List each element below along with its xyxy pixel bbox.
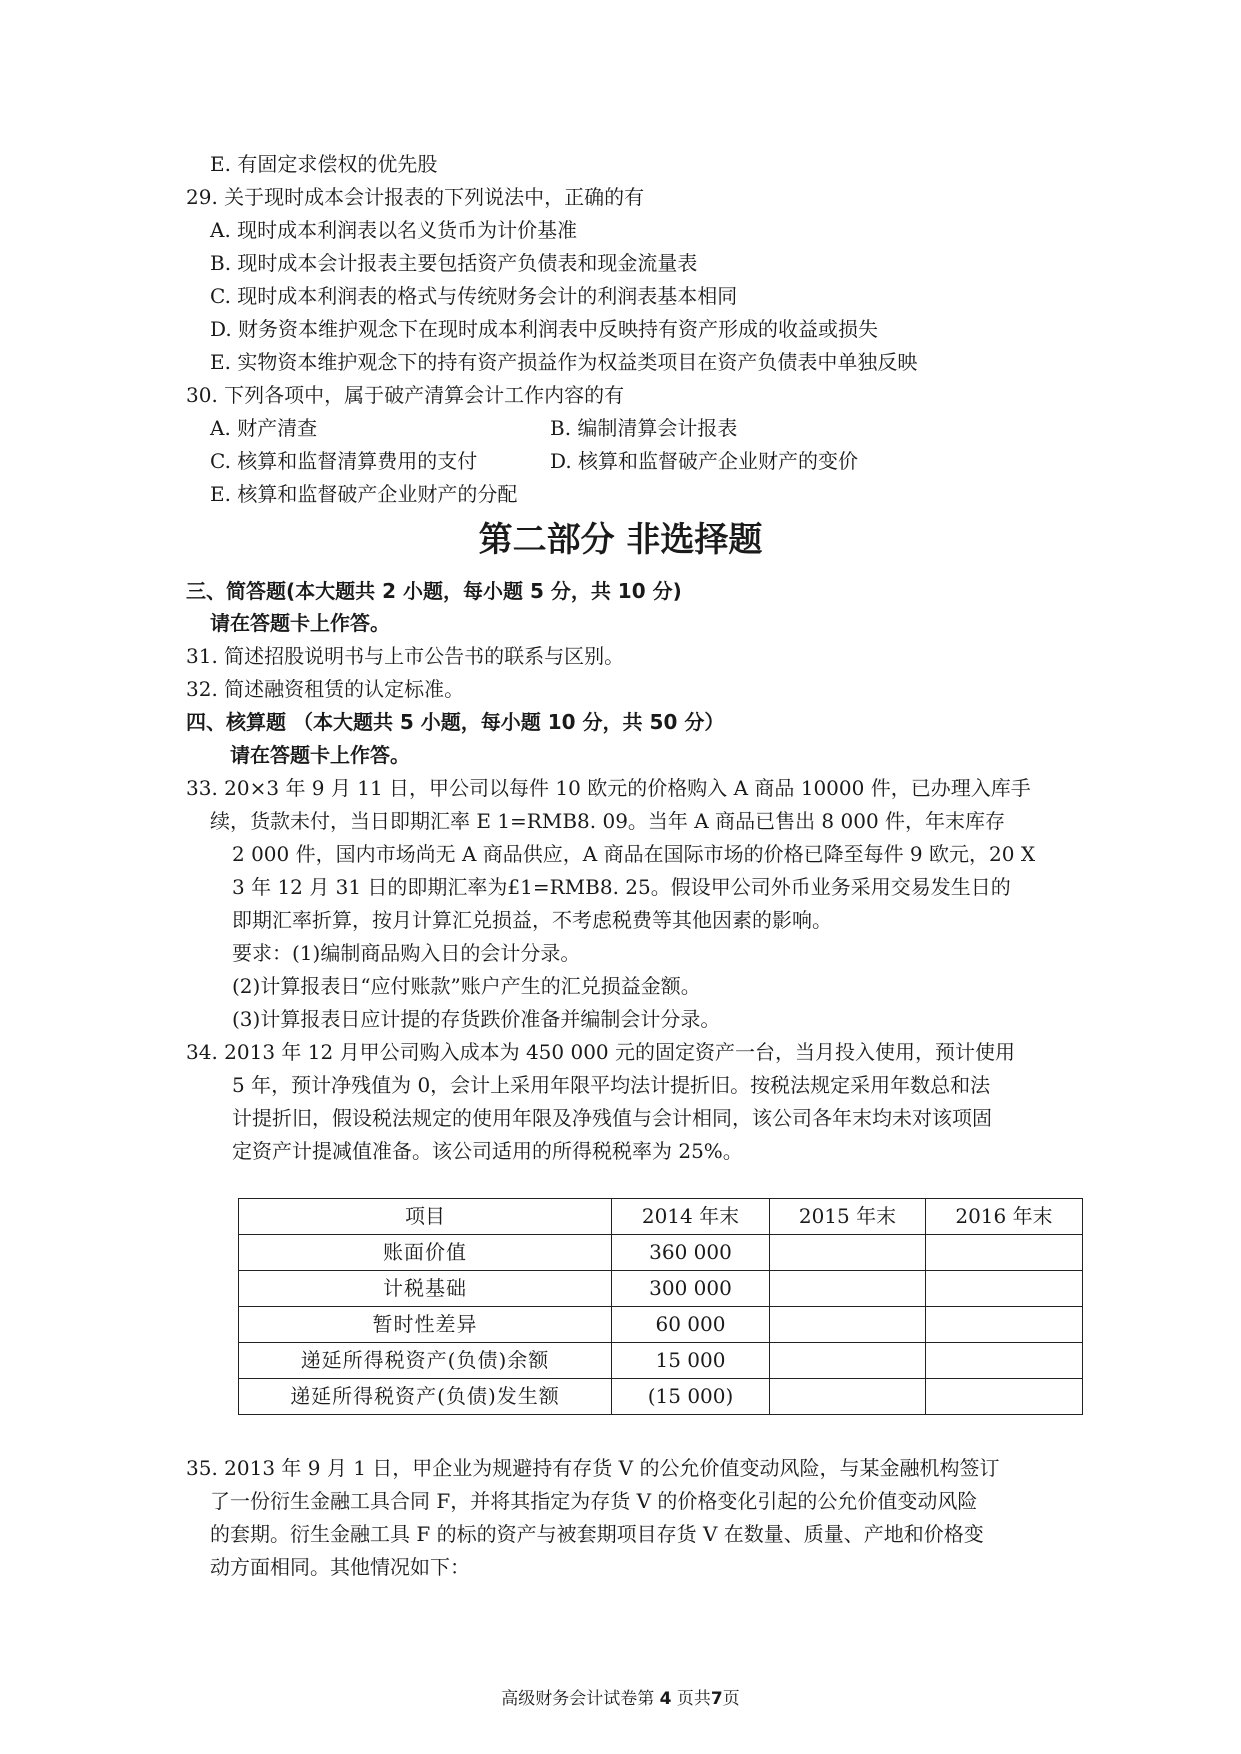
page-footer	[0, 1687, 1241, 1711]
table-cell-label: 账面价值	[239, 1235, 612, 1271]
table-cell-label: 递延所得税资产(负债)发生额	[239, 1379, 612, 1415]
table-cell-label: 计税基础	[239, 1271, 612, 1307]
table-cell	[926, 1307, 1083, 1343]
table-cell	[926, 1235, 1083, 1271]
table-cell	[770, 1235, 926, 1271]
footer-total-pages: 7	[710, 1689, 723, 1709]
q30-option-e: E. 核算和监督破产企业财产的分配	[210, 482, 518, 506]
footer-middle: 页共	[671, 1689, 711, 1709]
q33-requirement-3: (3)计算报表日应计提的存货跌价准备并编制会计分录。	[232, 1007, 721, 1031]
footer-page-number: 4	[659, 1689, 672, 1709]
table-cell: 15 000	[612, 1343, 770, 1379]
q34-line-4: 定资产计提减值准备。该公司适用的所得税税率为 25%。	[232, 1139, 743, 1163]
table-header-row	[239, 1199, 1083, 1235]
table-cell: 300 000	[612, 1271, 770, 1307]
table-cell	[926, 1271, 1083, 1307]
q33-requirement-1: 要求：(1)编制商品购入日的会计分录。	[232, 941, 581, 965]
table-row	[239, 1343, 1083, 1379]
q35-line-2: 了一份衍生金融工具合同 F，并将其指定为存货 V 的价格变化引起的公允价值变动风险	[210, 1489, 978, 1513]
q30-option-d: D. 核算和监督破产企业财产的变价	[550, 449, 859, 473]
q35-line-4: 动方面相同。其他情况如下：	[210, 1555, 470, 1579]
footer-suffix: 页	[722, 1689, 740, 1709]
deferred-tax-table	[238, 1198, 1083, 1415]
q30-option-c: C. 核算和监督清算费用的支付	[210, 449, 478, 473]
q33-line-5: 即期汇率折算，按月计算汇兑损益，不考虑税费等其他因素的影响。	[232, 908, 832, 932]
q33-requirement-2: (2)计算报表日“应付账款”账户产生的汇兑损益金额。	[232, 974, 701, 998]
q34-line-3: 计提折旧，假设税法规定的使用年限及净残值与会计相同，该公司各年末均未对该项固	[232, 1106, 992, 1130]
q32-text: 32. 简述融资租赁的认定标准。	[186, 677, 465, 701]
q35-line-3: 的套期。衍生金融工具 F 的标的资产与被套期项目存货 V 在数量、质量、产地和价格变	[210, 1522, 984, 1546]
q34-line-2: 5 年，预计净残值为 0，会计上采用年限平均法计提折旧。按税法规定采用年数总和法	[232, 1073, 991, 1097]
table-header-cell: 2016 年末	[926, 1199, 1083, 1235]
q33-line-3: 2 000 件，国内市场尚无 A 商品供应，A 商品在国际市场的价格已降至每件 9 欧元，20 X	[232, 842, 1036, 866]
q30-option-a: A. 财产清查	[210, 416, 318, 440]
q29-option-e: E. 实物资本维护观念下的持有资产损益作为权益类项目在资产负债表中单独反映	[210, 350, 918, 374]
q28-option-e: E. 有固定求偿权的优先股	[210, 152, 438, 176]
table-row	[239, 1235, 1083, 1271]
footer-prefix: 高级财务会计试卷第	[501, 1689, 660, 1709]
section3-instruction: 请在答题卡上作答。	[210, 611, 390, 635]
section4-heading: 四、核算题 （本大题共 5 小题，每小题 10 分，共 50 分）	[186, 710, 725, 734]
table-cell	[770, 1307, 926, 1343]
table-cell	[770, 1379, 926, 1415]
q29-option-b: B. 现时成本会计报表主要包括资产负债表和现金流量表	[210, 251, 698, 275]
part-title: 第二部分 非选择题	[478, 520, 763, 560]
q33-line-1: 33. 20×3 年 9 月 11 日，甲公司以每件 10 欧元的价格购入 A 商品 10000 件，已办理入库手	[186, 776, 1031, 800]
q33-line-2: 续，货款未付，当日即期汇率 E 1=RMB8. 09。当年 A 商品已售出 8 000 件，年末库存	[210, 809, 1006, 833]
q34-line-1: 34. 2013 年 12 月甲公司购入成本为 450 000 元的固定资产一台，当月投入使用，预计使用	[186, 1040, 1016, 1064]
q29-option-a: A. 现时成本利润表以名义货币为计价基准	[210, 218, 578, 242]
section4-instruction: 请在答题卡上作答。	[230, 743, 410, 767]
table-row	[239, 1379, 1083, 1415]
table-cell	[770, 1343, 926, 1379]
q30-stem: 30. 下列各项中，属于破产清算会计工作内容的有	[186, 383, 625, 407]
q31-text: 31. 简述招股说明书与上市公告书的联系与区别。	[186, 644, 625, 668]
table-header-cell: 2014 年末	[612, 1199, 770, 1235]
table-header-cell: 2015 年末	[770, 1199, 926, 1235]
table-cell-label: 暂时性差异	[239, 1307, 612, 1343]
q29-stem: 29. 关于现时成本会计报表的下列说法中，正确的有	[186, 185, 645, 209]
table-header-cell: 项目	[239, 1199, 612, 1235]
q29-option-c: C. 现时成本利润表的格式与传统财务会计的利润表基本相同	[210, 284, 738, 308]
table-cell: (15 000)	[612, 1379, 770, 1415]
table-cell	[926, 1379, 1083, 1415]
q29-option-d: D. 财务资本维护观念下在现时成本利润表中反映持有资产形成的收益或损失	[210, 317, 879, 341]
table-cell: 60 000	[612, 1307, 770, 1343]
section3-heading: 三、简答题(本大题共 2 小题，每小题 5 分，共 10 分)	[186, 579, 682, 603]
table-cell	[770, 1271, 926, 1307]
table-cell	[926, 1343, 1083, 1379]
table-cell-label: 递延所得税资产(负债)余额	[239, 1343, 612, 1379]
q30-option-b: B. 编制清算会计报表	[550, 416, 738, 440]
q33-line-4: 3 年 12 月 31 日的即期汇率为£1=RMB8. 25。假设甲公司外币业务采用交易发生日的	[232, 875, 1011, 899]
q35-line-1: 35. 2013 年 9 月 1 日，甲企业为规避持有存货 V 的公允价值变动风险，与某金融机构签订	[186, 1456, 1000, 1480]
table-row	[239, 1307, 1083, 1343]
table-cell: 360 000	[612, 1235, 770, 1271]
table-row	[239, 1271, 1083, 1307]
